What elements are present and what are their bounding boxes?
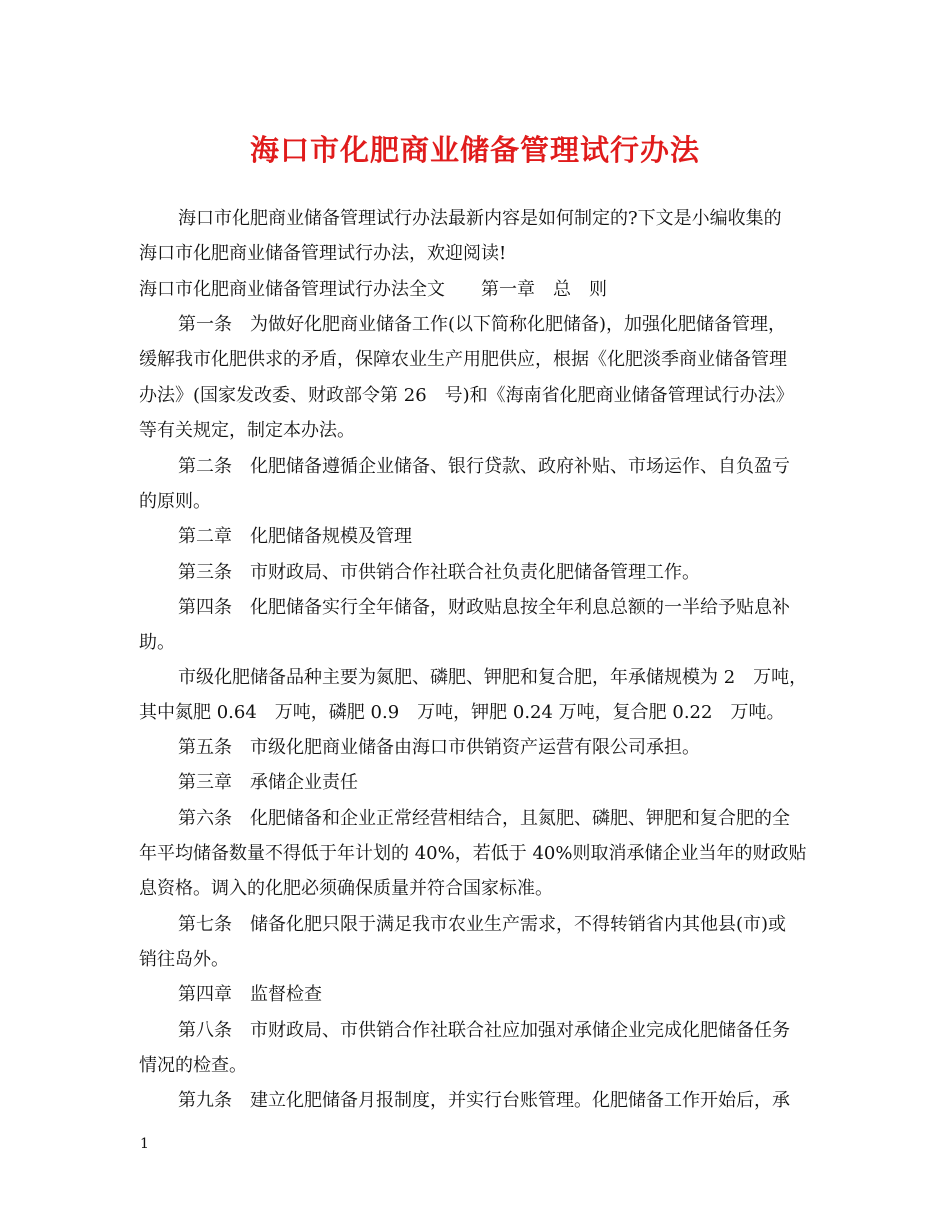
- scale-line-1: 市级化肥储备品种主要为氮肥、磷肥、钾肥和复合肥，年承储规模为 2 万吨，: [178, 667, 808, 688]
- chapter-1-heading: 海口市化肥商业储备管理试行办法全文 第一章 总 则: [139, 279, 607, 300]
- article-1-line-3: 办法》(国家发改委、财政部令第 26 号)和《海南省化肥商业储备管理试行办法》: [139, 385, 794, 406]
- article-9-line-1: 第九条 建立化肥储备月报制度，并实行台账管理。化肥储备工作开始后，承: [178, 1090, 790, 1111]
- chapter-4-heading: 第四章 监督检查: [178, 984, 322, 1005]
- article-7-line-1: 第七条 储备化肥只限于满足我市农业生产需求，不得转销省内其他县(市)或: [178, 914, 787, 935]
- article-5: 第五条 市级化肥商业储备由海口市供销资产运营有限公司承担。: [178, 737, 700, 758]
- intro-line-1: 海口市化肥商业储备管理试行办法最新内容是如何制定的?下文是小编收集的: [178, 208, 782, 229]
- article-8-line-2: 情况的检查。: [139, 1055, 247, 1076]
- article-4-line-2: 助。: [139, 632, 175, 653]
- article-2-line-1: 第二条 化肥储备遵循企业储备、银行贷款、政府补贴、市场运作、自负盈亏: [178, 456, 790, 477]
- article-6-line-2: 年平均储备数量不得低于年计划的 40%，若低于 40%则取消承储企业当年的财政贴: [139, 843, 807, 864]
- intro-line-2: 海口市化肥商业储备管理试行办法，欢迎阅读!: [139, 243, 507, 264]
- article-2-line-2: 的原则。: [139, 491, 211, 512]
- scale-line-2: 其中氮肥 0.64 万吨，磷肥 0.9 万吨，钾肥 0.24 万吨，复合肥 0.22 万吨。: [139, 702, 785, 723]
- chapter-2-heading: 第二章 化肥储备规模及管理: [178, 526, 412, 547]
- chapter-3-heading: 第三章 承储企业责任: [178, 772, 358, 793]
- article-1-line-2: 缓解我市化肥供求的矛盾，保障农业生产用肥供应，根据《化肥淡季商业储备管理: [139, 349, 787, 370]
- article-1-line-4: 等有关规定，制定本办法。: [139, 420, 355, 441]
- article-1-line-1: 第一条 为做好化肥商业储备工作(以下简称化肥储备)，加强化肥储备管理，: [178, 314, 787, 335]
- article-8-line-1: 第八条 市财政局、市供销合作社联合社应加强对承储企业完成化肥储备任务: [178, 1020, 790, 1041]
- article-6-line-3: 息资格。调入的化肥必须确保质量并符合国家标准。: [139, 878, 553, 899]
- document-title: 海口市化肥商业储备管理试行办法: [249, 133, 700, 167]
- article-3: 第三条 市财政局、市供销合作社联合社负责化肥储备管理工作。: [178, 562, 700, 583]
- article-4-line-1: 第四条 化肥储备实行全年储备，财政贴息按全年利息总额的一半给予贴息补: [178, 597, 790, 618]
- article-6-line-1: 第六条 化肥储备和企业正常经营相结合，且氮肥、磷肥、钾肥和复合肥的全: [178, 808, 790, 829]
- article-7-line-2: 销往岛外。: [139, 949, 229, 970]
- page-number: 1: [140, 1136, 149, 1152]
